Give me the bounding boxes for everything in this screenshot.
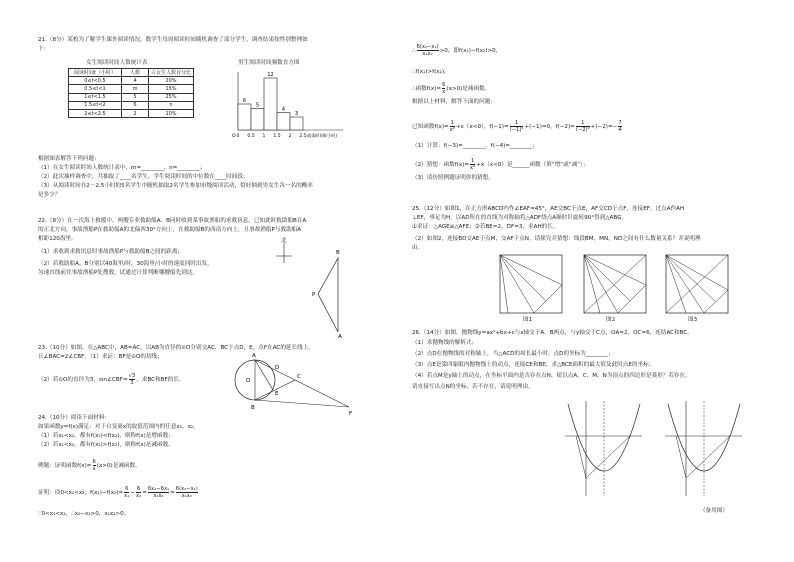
histogram-bar: [277, 113, 290, 130]
fraction: [93, 459, 96, 472]
q22-figure: [270, 238, 360, 338]
q21-text-line-1: 21.（8分）某校为了解学生课外阅读情况，数学生每周阅读时间随机调查了部分学生，调查结果按性别整理如: [38, 37, 308, 43]
table-cell: n: [149, 101, 194, 109]
fraction: [136, 486, 141, 499]
q24r-text-part: >0，即f(x₁)−f(x₂)>0，: [439, 48, 502, 54]
fraction-numerator: 1: [510, 120, 524, 127]
fraction-numerator: 6(x₂−x₁): [175, 486, 198, 492]
q24r-text-line: （1）计算：f(−3)=________，f(−4)=________；: [412, 143, 538, 149]
q23-text-line: 且∠BAC=2∠CBF。（1）求证：BF是⊙O的切线；: [38, 354, 163, 360]
table-cell: 20%: [149, 77, 194, 85]
origin-label: O: [232, 134, 236, 139]
q24r-text-part: +x（x<0）是______函数（填“增”或“减”）；: [476, 162, 589, 168]
table-cell: 4: [122, 77, 149, 85]
fraction: [417, 44, 439, 57]
table-cell: 0≤t<0.5: [69, 77, 122, 85]
table-cell: 10%: [149, 109, 194, 117]
square-abcd: [500, 255, 562, 313]
bar-value-label: 3: [294, 111, 299, 117]
x-tick-label: 2: [288, 134, 292, 139]
fraction: [576, 120, 590, 133]
fraction-numerator: 6(x₂−x₁): [416, 44, 439, 50]
bar-value-label: 12: [267, 72, 274, 78]
histogram-bar: [264, 78, 277, 130]
fraction-denominator: (−1)²: [509, 127, 524, 133]
q24r-text-part: （2）猜想：函数f(x)=: [412, 162, 470, 168]
q24r-text-line: ∴f(x₁)>f(x₂)，: [412, 69, 450, 75]
bullet: ∴: [412, 48, 416, 54]
segment-bf: [255, 400, 349, 407]
q24-text-part: (x>0)是减函数。: [96, 463, 141, 469]
triangle-bpa: [318, 258, 338, 332]
fraction: [148, 486, 169, 499]
girl-reading-table: [68, 68, 194, 118]
table-header-cell: 占女生人数百分比: [149, 69, 194, 77]
fraction: [176, 486, 198, 499]
q23-figure: [225, 345, 360, 415]
table-header-row: [69, 69, 194, 77]
figure-caption-3: 图3: [688, 317, 698, 323]
table-row: [69, 93, 194, 101]
q25-text-line: 25.（12分）如图1，在正方形ABCD内作∠EAF=45°，AE交BC于点E，AF交CD于点F，连接EF，过点A作AH: [412, 206, 685, 212]
q22-text-line: 相距120海里。: [38, 236, 77, 242]
table-row: [69, 109, 194, 117]
q24r-text-line: [412, 82, 490, 95]
fraction-numerator: 7: [618, 120, 622, 126]
q24r-text-line: （3）请仿照例题证明你的猜想。: [412, 175, 494, 181]
segment-af: [584, 255, 646, 285]
q24r-text-part: (x>0)是减函数。: [446, 86, 491, 92]
segment-ag: [500, 255, 508, 313]
fraction-numerator: √3: [128, 373, 136, 379]
segment-ag: [666, 255, 686, 313]
q24-text-line: [38, 459, 141, 472]
segment-af: [500, 255, 562, 285]
q24-text-line: （2）若x₁<x₂，都有f(x₁)>f(x₂)，则称f(x)是减函数。: [38, 442, 174, 448]
q22-text-line: 的正北方向，事故渔船P在救助船A的北偏西30°方向上，在救助船B的西南方向上，且事故渔船P与救助船A: [38, 227, 302, 233]
segment-ae: [666, 255, 704, 313]
q26-text-line: （4）若点M是y轴上的动点，在坐标平面内是否存在点N，使以点A，C，M，N为顶点的四边形是菱形？若存在，: [412, 373, 691, 379]
q26-text-line: （3）点E是第四象限内抛物线上的动点，连接CE和BE，求△BCE面积的最大值及此时点E的坐标；: [412, 362, 655, 368]
q24-text-part: 证明：设0<x₁<x₂，f(x₁)−f(x₂)=: [38, 490, 124, 496]
fraction-denominator: (−2)²: [575, 127, 590, 133]
histogram-bar: [290, 117, 303, 130]
q26-text-line: 26.（14分）如图，抛物线y=ax²+bx+c与x轴交于A，B两点，与y轴交于C点，OA=2，OC=6，连结AC和BC。: [412, 330, 693, 336]
q26-spare-figure: [660, 398, 750, 498]
fraction: [124, 486, 129, 499]
table-row: [69, 77, 194, 85]
fraction: [442, 82, 445, 95]
histogram-bar: [251, 108, 264, 130]
fraction-numerator: 1: [576, 120, 590, 127]
boy-reading-histogram: [228, 70, 353, 140]
fraction-numerator: 6: [92, 459, 96, 465]
fraction-numerator: 6: [136, 486, 141, 492]
q24-text-line: ∵0<x₁<x₂，∴x₂−x₁>0，x₁x₂>0。: [38, 511, 130, 517]
q26-text-line: （2）点D在抛物线的对称轴上，当△ACD的周长最小时，点D的坐标为________；: [412, 351, 614, 357]
fraction-denominator: x²: [449, 127, 455, 133]
fraction-denominator: x: [442, 89, 446, 95]
point-b-label: B: [251, 405, 255, 411]
table-cell: 2≤t<2.5: [69, 109, 122, 117]
q24r-text-line: [412, 120, 623, 133]
segment-ef: [534, 285, 562, 313]
fraction-numerator: 1: [450, 120, 454, 126]
q24r-top-line: [412, 44, 501, 57]
q24-text-line: 证明：设0<x₁<x₂，f(x₁)−f(x₂)= $\frac{6}{\text{x₁}}$ − $\frac{6}{\text{x₂}}$ = $\frac{\text{6x₂−6x₁}}{\text{x₁x₂}}$ = $\frac{\text{6(x₂−x₁)}}{\text{x₁x₂}}$: [38, 486, 198, 499]
q22-text-line: 22.（8分）在一次海上救援中，两艘专业救助船A、B同时收到某事故渔船的求救讯息，已知此时救助船B在A: [38, 218, 307, 224]
q25-text-line: ⊥EF，垂足为H。以AD所在的直线为对称轴将△ADF绕点A顺时针旋转90°得到△ABG。: [412, 215, 627, 221]
segment-bc: [686, 436, 730, 478]
fraction-denominator: 3: [130, 380, 134, 386]
bar-value-label: 4: [281, 106, 286, 113]
q21-question-line: 是多少？: [38, 192, 61, 198]
fraction: [470, 158, 475, 171]
table-cell: 2: [122, 109, 149, 117]
q24r-text-part: +(−2)=−: [590, 124, 618, 130]
point-o-label: O: [246, 378, 251, 384]
q25-figure-1: [494, 252, 574, 322]
q25-text-line: （2）如图2，连接BD交AE于点M，交AF于点N。请探究并猜想：线段BM，MN，ND之间有什么数量关系？并说明理: [412, 236, 701, 242]
point-p-label: P: [312, 292, 316, 298]
fraction-denominator: x²: [470, 165, 476, 171]
q24-text-part: 例题：证明函数f(x)=: [38, 463, 92, 469]
q21-question-line: （3）从阅读时间在2～2.5小时的5名学生中随机抽取2名学生参加市级阅读活动，恰好抽到男女生各一名的概率: [38, 183, 313, 189]
x-tick-label: 2.5: [299, 134, 307, 139]
point-d-label: D: [275, 365, 280, 371]
fraction: [510, 120, 524, 133]
point-a-label: A: [252, 353, 256, 359]
x-axis-label: 阅读时间t(小时): [307, 133, 338, 138]
q21-question-line: （1）在女生阅读时间人数统计表中，m=________，n=________；: [38, 165, 206, 171]
table-header-cell: 阅读时间t（小时）: [69, 69, 122, 77]
point-a-label: A: [338, 334, 342, 340]
point-c-label: C: [297, 374, 301, 380]
q25-text-line: 由。: [412, 245, 424, 251]
table-cell: 0.5≤t<1: [69, 85, 122, 93]
q24r-text-part: +x（x<0），f(−1)=: [455, 124, 509, 130]
table-cell: 5: [122, 93, 149, 101]
q22-text-line: （2）若救助船A，B分别以40海里/时，30海里/小时的速度同时出发，: [38, 261, 213, 267]
fraction-denominator: x₁x₂: [422, 51, 433, 57]
fraction: [618, 120, 621, 133]
q22-text-line: （1）求收到求救讯息时事故渔船P与救助船B之间的距离；: [38, 249, 184, 255]
q25-text-line: ①求证：△AGE≌△AFE；②若BE=2，DF=3，求AH的长。: [412, 224, 559, 230]
fraction-denominator: 4: [618, 127, 622, 133]
q26-text-line: （1）求抛物线的解析式；: [412, 340, 478, 346]
fraction-denominator: x: [92, 466, 96, 472]
fraction-denominator: x₁x₂: [181, 493, 192, 499]
histogram-bar: [238, 104, 251, 130]
fraction-denominator: x₁x₂: [153, 493, 164, 499]
boy-chart-title: 男生阅读时间频数直方图: [238, 60, 300, 66]
fraction-numerator: 1: [470, 158, 475, 164]
q24r-text-part: +(−1)=0，f(−2)=: [524, 124, 575, 130]
diagonal-bd: [584, 255, 646, 313]
segment-cf: [295, 380, 349, 407]
point-e-label: E: [275, 391, 279, 397]
table-cell: 25%: [149, 93, 194, 101]
spare-figure-caption: （备用图）: [700, 508, 728, 514]
q24-text-line: 如果函数y=f(x)满足：对于自变量x的取值范围内的任意x₁，x₂，: [38, 424, 199, 430]
segment-ag: [584, 255, 600, 313]
q25-figure-2: [578, 252, 658, 322]
segment-ac: [676, 436, 686, 478]
x-tick-label: 0.5: [247, 134, 255, 139]
bar-value-label: 5: [255, 102, 260, 109]
fraction: [450, 120, 455, 133]
fraction-numerator: 6x₂−6x₁: [147, 486, 170, 492]
q26-text-line: 请直接写出点N的坐标；若不存在，请说明理由。: [412, 384, 534, 390]
q24-text-line: （1）若x₁<x₂，都有f(x₁)<f(x₂)，则称f(x)是增函数；: [38, 433, 174, 439]
q21-text-line-2: 下：: [38, 46, 50, 52]
point-f-label: F: [349, 411, 353, 417]
figure-caption-1: 图1: [523, 317, 533, 323]
table-cell: 1≤t<1.5: [69, 93, 122, 101]
table-cell: 15%: [149, 85, 194, 93]
q21-question-line: 根据图表解答下列问题：: [38, 156, 100, 162]
segment-ef: [704, 290, 728, 313]
q24r-text-line: 根据以上材料，解答下面的问题：: [412, 99, 496, 105]
table-cell: m: [122, 85, 149, 93]
segment-ac: [576, 436, 586, 478]
table-header-cell: 人数: [122, 69, 149, 77]
q23-text-line: [38, 373, 185, 386]
q25-figure-3: [660, 252, 740, 322]
point-b-label: B: [336, 250, 340, 256]
q24r-text-line: [412, 158, 588, 171]
fraction-numerator: 6: [125, 486, 129, 492]
sin-fraction: [129, 373, 136, 386]
q24r-text-part: 已知函数f(x)=: [412, 124, 449, 130]
segment-bc: [586, 436, 630, 478]
x-tick-label: 0: [236, 134, 240, 139]
table-cell: 1.5≤t<2: [69, 101, 122, 109]
segment-ah: [666, 255, 716, 302]
table-cell: 6: [122, 101, 149, 109]
fraction-denominator: x₂: [136, 493, 142, 499]
table-row: [69, 101, 194, 109]
fraction-denominator: x₁: [124, 493, 130, 499]
compass-north-label: 北: [281, 238, 287, 244]
q21-question-line: （2）此次抽样调查中，共抽取了____名学生，学生阅读时间的中位数在____时间段；: [38, 174, 249, 180]
figure-caption-2: 图2: [606, 317, 616, 323]
x-tick-label: 1: [262, 134, 266, 139]
q22-text-line: 匀速直线前往事故渔船P处搜救，试通过计算判断哪艘船先到达。: [38, 270, 198, 276]
q26-parabola-figure: [560, 398, 650, 498]
table-row: [69, 85, 194, 93]
bar-value-label: 6: [242, 98, 247, 104]
q23-text-line: 23.（10分）如图，在△ABC中，AB=AC，以AB为直径的⊙O分别交AC，BC于点D，E，点F在AC的延长线上，: [38, 345, 314, 351]
q23-text-part: ，求BC和BF的长。: [136, 377, 185, 383]
fraction-numerator: 6: [442, 82, 446, 88]
q24r-text-part: ∴函数f(x)=: [412, 86, 442, 92]
q24-text-line: 24.（10分）阅读下面材料：: [38, 415, 110, 421]
segment-af: [666, 255, 728, 290]
x-tick-label: 1.5: [273, 134, 281, 139]
segment-ef: [618, 285, 646, 313]
girl-table-title: 女生阅读时间人数统计表: [86, 60, 148, 66]
q23-text-part: （2）若⊙O的直径为3，sin∠CBF=: [38, 377, 128, 383]
